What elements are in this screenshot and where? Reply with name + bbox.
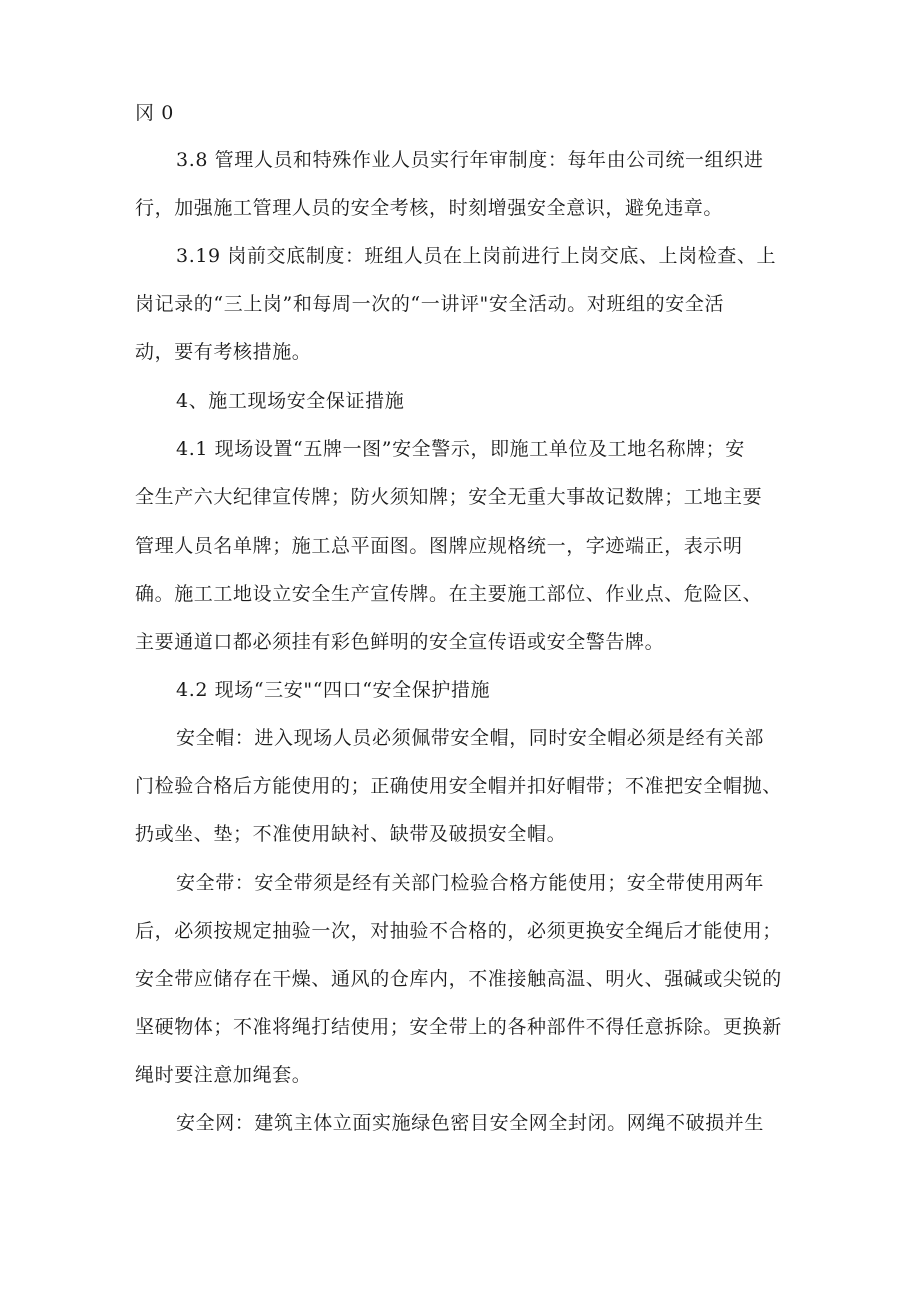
- text-line-3: 行，加强施工管理人员的安全考核，时刻增强安全意识，避免违章。: [135, 197, 724, 219]
- text-line-1: 冈 0: [135, 102, 174, 124]
- text-line-12: 主要通道口都必须挂有彩色鲜明的安全宣传语或安全警告牌。: [135, 631, 665, 653]
- text-line-20: 坚硬物体；不准将绳打结使用；安全带上的各种部件不得任意拆除。更换新: [135, 1016, 782, 1038]
- text-line-5: 岗记录的“三上岗”和每周一次的“一讲评"安全活动。对班组的安全活: [135, 293, 725, 315]
- text-line-4: 3.19 岗前交底制度：班组人员在上岗前进行上岗交底、上岗检查、上: [176, 245, 777, 267]
- text-line-18: 后，必须按规定抽验一次，对抽验不合格的，必须更换安全绳后才能使用；: [135, 920, 782, 942]
- section-heading: 4、施工现场安全保证措施: [176, 390, 405, 412]
- text-line-17: 安全带：安全带须是经有关部门检验合格方能使用；安全带使用两年: [176, 872, 765, 894]
- text-line-21: 绳时要注意加绳套。: [135, 1064, 312, 1086]
- text-line-6: 动，要有考核措施。: [135, 341, 312, 363]
- text-line-14: 安全帽：进入现场人员必须佩带安全帽，同时安全帽必须是经有关部: [176, 727, 765, 749]
- subsection-heading: 4.2 现场“三安"“四口“安全保护措施: [176, 679, 491, 701]
- text-line-22: 安全网：建筑主体立面实施绿色密目安全网全封闭。网绳不破损并生: [176, 1112, 765, 1134]
- text-line-16: 扔或坐、垫；不准使用缺衬、缺带及破损安全帽。: [135, 823, 567, 845]
- text-line-2: 3.8 管理人员和特殊作业人员实行年审制度：每年由公司统一组织进: [176, 149, 764, 171]
- text-line-19: 安全带应储存在干燥、通风的仓库内，不准接触高温、明火、强碱或尖锐的: [135, 968, 782, 990]
- text-line-8: 4.1 现场设置“五牌一图”安全警示，即施工单位及工地名称牌；安: [176, 438, 745, 460]
- text-line-9: 全生产六大纪律宣传牌；防火须知牌；安全无重大事故记数牌；工地主要: [135, 486, 763, 508]
- text-line-10: 管理人员名单牌；施工总平面图。图牌应规格统一，字迹端正，表示明: [135, 535, 743, 557]
- text-line-11: 确。施工工地设立安全生产宣传牌。在主要施工部位、作业点、危险区、: [135, 583, 763, 605]
- text-line-15: 门检验合格后方能使用的；正确使用安全帽并扣好帽带；不准把安全帽抛、: [135, 775, 782, 797]
